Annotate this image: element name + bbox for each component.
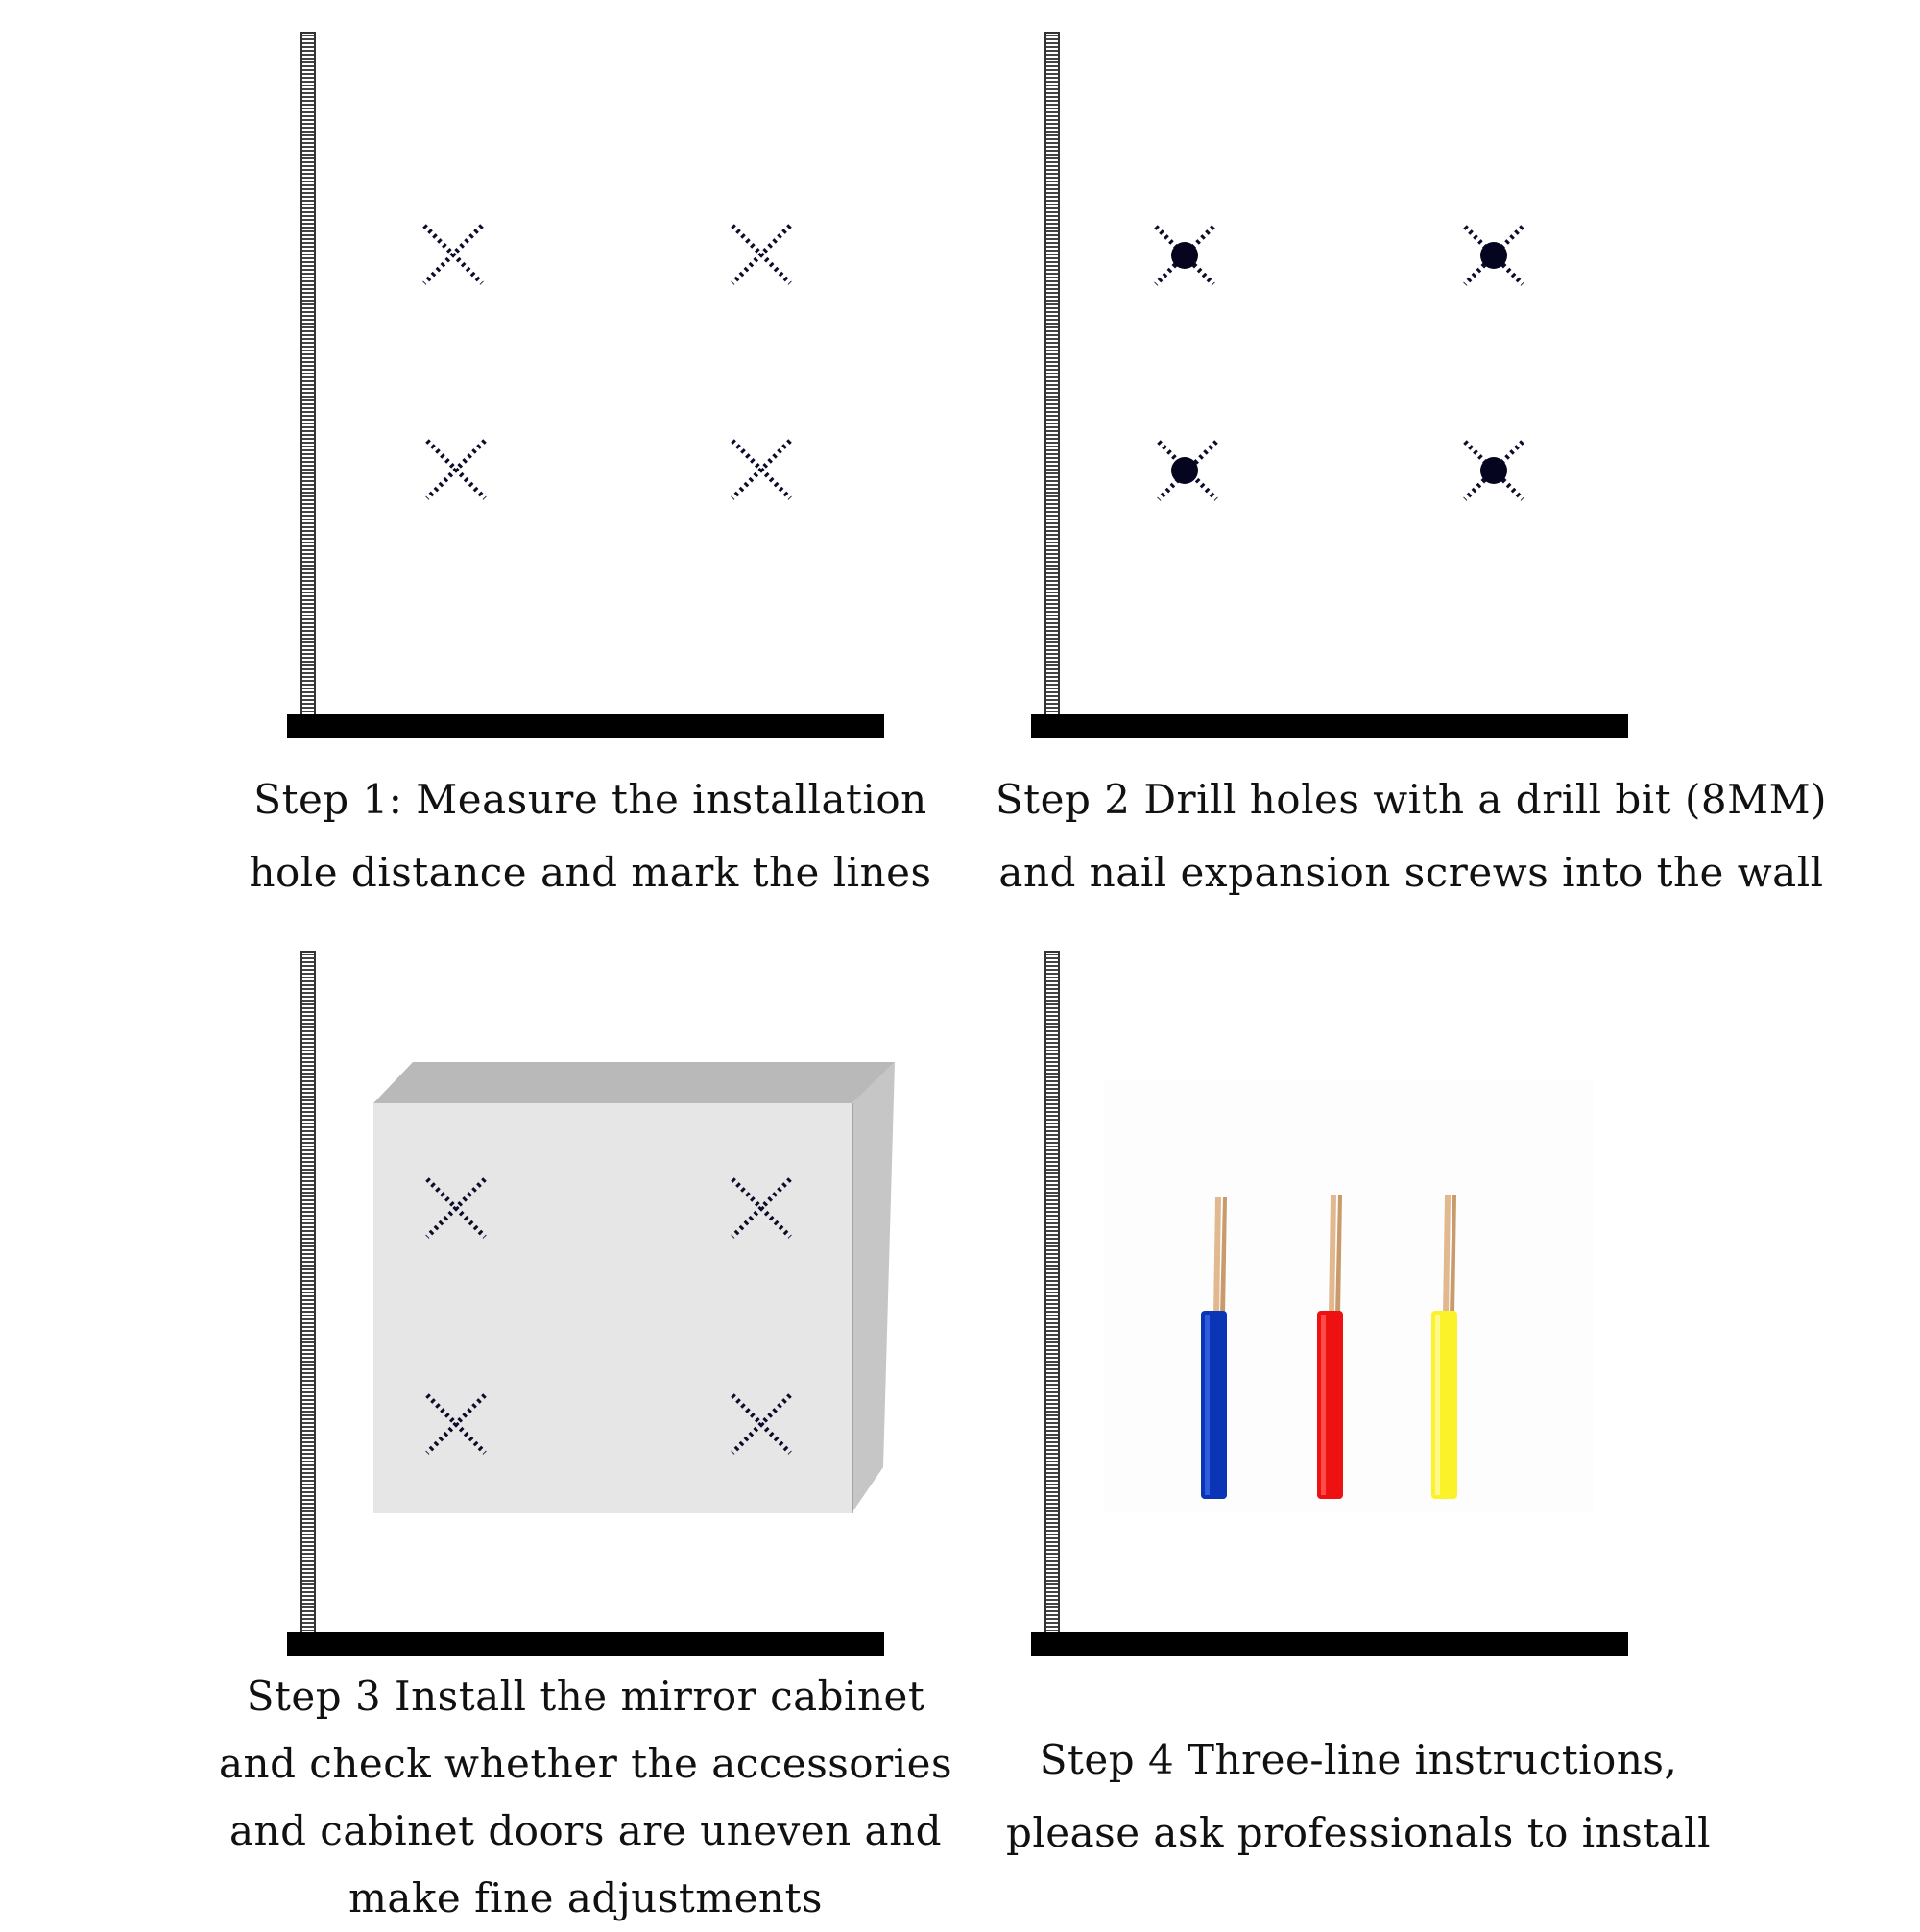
drill-mark-icon: [421, 223, 485, 286]
step-2-caption-line-1: Step 2 Drill holes with a drill bit (8MM): [996, 776, 1827, 823]
drilled-hole-icon: [1462, 439, 1525, 502]
step-4-caption: [989, 1724, 1728, 1870]
step-3-caption-line-2: and check whether the accessories: [218, 1740, 953, 1787]
step-3-caption: [211, 1663, 960, 1932]
drilled-hole-icon: [1153, 224, 1216, 287]
step-1-caption-line-1: Step 1: Measure the installation: [253, 776, 927, 823]
step-3-caption-line-1: Step 3 Install the mirror cabinet: [246, 1673, 925, 1720]
drilled-hole-icon: [1462, 224, 1525, 287]
drill-mark-icon: [730, 223, 793, 286]
wall-icon: [300, 951, 316, 1635]
drill-mark-icon: [730, 438, 793, 501]
three-wires-illustration: [1104, 1080, 1594, 1512]
drill-mark-icon: [730, 1392, 793, 1456]
step-2-caption-line-2: and nail expansion screws into the wall: [998, 849, 1824, 896]
step-1-caption-line-2: hole distance and mark the lines: [249, 849, 932, 896]
step-1-caption: [221, 763, 960, 909]
floor-icon: [287, 1632, 884, 1656]
step-3-caption-line-4: make fine adjustments: [348, 1874, 823, 1921]
drill-mark-icon: [424, 438, 488, 501]
wall-icon: [1044, 951, 1060, 1635]
drill-mark-icon: [424, 1176, 488, 1240]
drill-mark-icon: [424, 1392, 488, 1456]
step-3-caption-line-3: and cabinet doors are uneven and: [228, 1807, 943, 1854]
wall-icon: [300, 32, 316, 716]
step-4-caption-line-2: please ask professionals to install: [1005, 1809, 1712, 1856]
drill-mark-icon: [730, 1176, 793, 1240]
step-2-caption: [970, 763, 1853, 909]
wall-icon: [1044, 32, 1060, 716]
floor-icon: [1031, 1632, 1628, 1656]
step-4-caption-line-1: Step 4 Three-line instructions,: [1039, 1736, 1678, 1783]
floor-icon: [287, 714, 884, 738]
floor-icon: [1031, 714, 1628, 738]
drilled-hole-icon: [1156, 439, 1219, 502]
